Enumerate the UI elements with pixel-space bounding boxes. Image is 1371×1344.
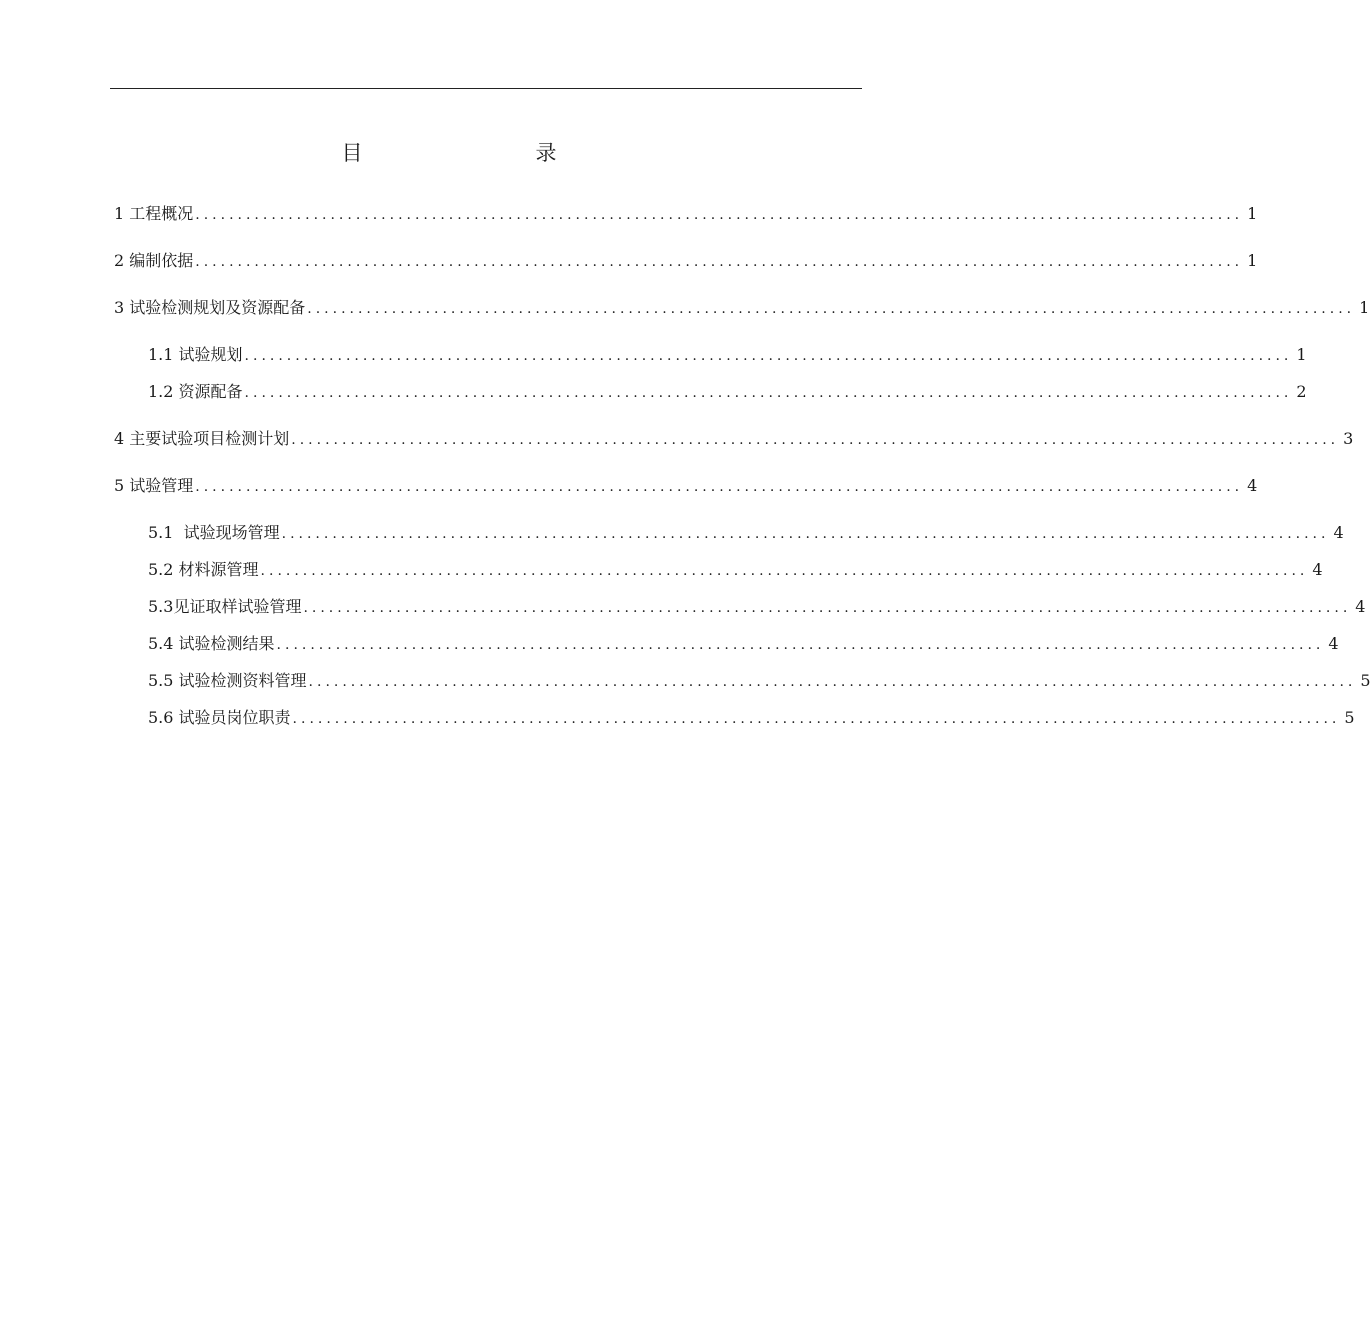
toc-entry-label: 5 试验管理 (114, 476, 194, 495)
toc-entry-label: 4 主要试验项目检测计划 (114, 429, 290, 448)
toc-entry[interactable] (148, 706, 1355, 730)
toc-entry-label: 5.3见证取样试验管理 (148, 597, 302, 616)
dot-leader: ............................................................................................................................ (292, 711, 1341, 727)
toc-entry-page: 4 (1333, 523, 1344, 542)
toc-entry-page: 1 (1359, 298, 1370, 317)
toc-entry-page: 4 (1328, 634, 1339, 653)
dot-leader: ............................................................................................................................ (195, 479, 1244, 495)
dot-leader: ............................................................................................................................ (244, 385, 1293, 401)
toc-entry[interactable] (148, 343, 1307, 367)
toc-entry-page: 5 (1360, 671, 1371, 690)
dot-leader: ............................................................................................................................ (244, 348, 1293, 364)
dot-leader: ............................................................................................................................ (291, 432, 1340, 448)
toc-entry[interactable] (148, 632, 1339, 656)
toc-entry-page: 4 (1247, 476, 1258, 495)
toc-entry[interactable] (114, 427, 1354, 451)
toc-entry-page: 2 (1296, 382, 1307, 401)
toc-entry-page: 4 (1355, 597, 1366, 616)
toc-entry-label: 1.2 资源配备 (148, 382, 243, 401)
toc-entry-label: 5.1 试验现场管理 (148, 523, 280, 542)
toc-entry[interactable] (114, 249, 1258, 273)
toc-entry-page: 1 (1296, 345, 1307, 364)
dot-leader: ............................................................................................................................ (276, 637, 1325, 653)
dot-leader: ............................................................................................................................ (195, 254, 1244, 270)
toc-entry-page: 1 (1247, 251, 1258, 270)
toc-entry[interactable] (148, 595, 1366, 619)
toc-entry-label: 5.2 材料源管理 (148, 560, 259, 579)
toc-entry-label: 1.1 试验规划 (148, 345, 243, 364)
toc-title: 目 录 (341, 141, 633, 165)
toc-entry-page: 1 (1247, 204, 1258, 223)
dot-leader: ............................................................................................................................ (195, 207, 1244, 223)
toc-entry[interactable] (114, 474, 1258, 498)
toc-entry[interactable] (114, 202, 1258, 226)
toc-entry[interactable] (148, 558, 1323, 582)
dot-leader: ............................................................................................................................ (260, 563, 1309, 579)
toc-entry[interactable] (148, 380, 1307, 404)
toc-entry-label: 5.5 试验检测资料管理 (148, 671, 307, 690)
dot-leader: ............................................................................................................................ (308, 674, 1357, 690)
toc-entry-label: 2 编制依据 (114, 251, 194, 270)
toc-entry-label: 5.4 试验检测结果 (148, 634, 275, 653)
toc-entry-page: 5 (1344, 708, 1355, 727)
toc-entry[interactable] (148, 669, 1371, 693)
dot-leader: ............................................................................................................................ (281, 526, 1330, 542)
dot-leader: ............................................................................................................................ (303, 600, 1352, 616)
toc-entry-label: 5.6 试验员岗位职责 (148, 708, 291, 727)
dot-leader: ............................................................................................................................ (307, 301, 1356, 317)
toc-entry[interactable] (114, 296, 1370, 320)
toc-entry-label: 3 试验检测规划及资源配备 (114, 298, 306, 317)
toc-entry-page: 4 (1312, 560, 1323, 579)
toc-entry-page: 3 (1343, 429, 1354, 448)
toc-entry[interactable] (148, 521, 1344, 545)
toc-entry-label: 1 工程概况 (114, 204, 194, 223)
